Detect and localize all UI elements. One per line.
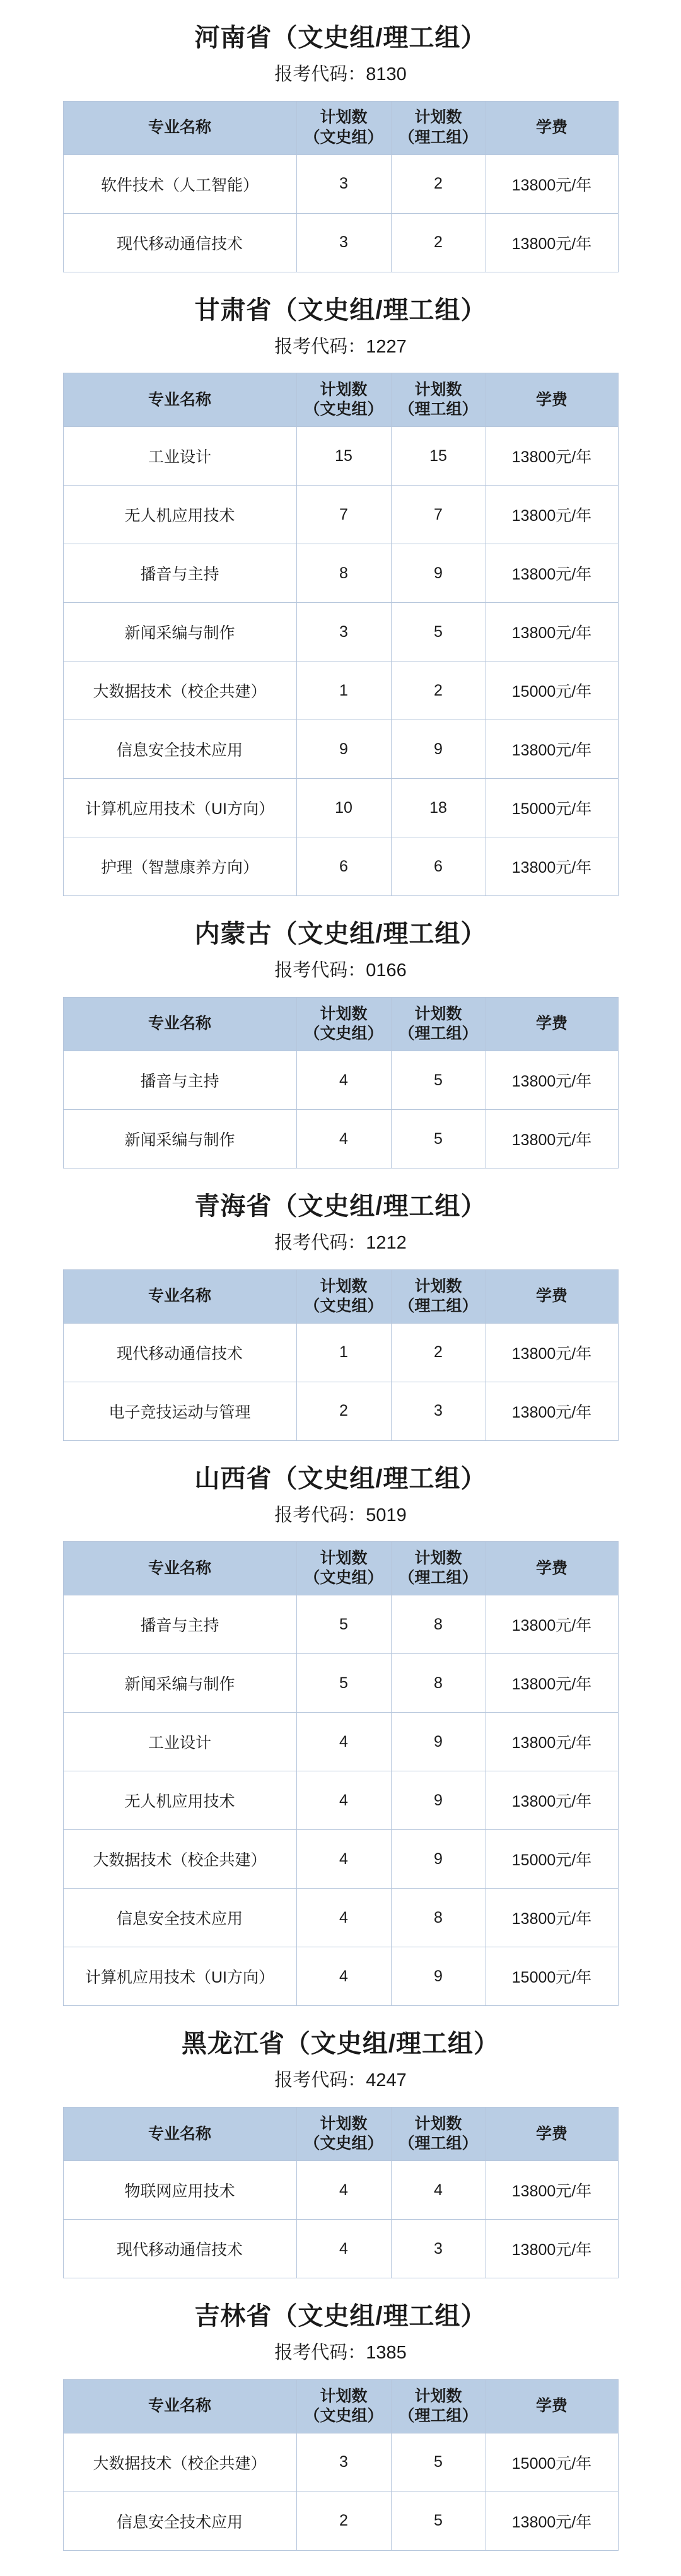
cell-major: 计算机应用技术（UI方向） (63, 1947, 296, 2006)
cell-major: 新闻采编与制作 (63, 603, 296, 661)
cell-plan-wenshi: 4 (296, 1947, 391, 2006)
table-row (63, 1382, 618, 1440)
cell-plan-wenshi: 3 (296, 154, 391, 213)
column-header-plan-wenshi-line2: （文史组） (304, 128, 383, 146)
column-header-plan-wenshi (296, 998, 391, 1051)
cell-major: 播音与主持 (63, 1051, 296, 1110)
column-header-plan-ligong (391, 1269, 486, 1323)
column-header-plan-wenshi-line1: 计划数 (320, 1549, 368, 1568)
cell-plan-ligong: 9 (391, 544, 486, 603)
column-header-plan-ligong-line1: 计划数 (414, 1277, 462, 1295)
table-header (63, 101, 618, 154)
cell-fee: 13800元/年 (486, 2161, 618, 2220)
cell-fee: 13800元/年 (486, 2220, 618, 2278)
column-header-plan-wenshi (296, 2107, 391, 2161)
table-header-row (63, 101, 618, 154)
cell-major: 大数据技术（校企共建） (63, 1830, 296, 1889)
cell-fee: 13800元/年 (486, 213, 618, 272)
column-header-plan-wenshi-line2: （文史组） (304, 400, 383, 419)
column-header-plan-ligong-line2: （理工组） (399, 128, 478, 146)
cell-plan-wenshi: 3 (296, 213, 391, 272)
table-row (63, 427, 618, 486)
cell-fee: 15000元/年 (486, 661, 618, 720)
exam-code: 报考代码：1385 (274, 2343, 407, 2363)
column-header-plan-wenshi-line2: （文史组） (304, 1569, 383, 1587)
cell-major: 工业设计 (63, 1713, 296, 1771)
cell-fee: 15000元/年 (486, 1830, 618, 1889)
column-header-plan-wenshi (296, 2379, 391, 2433)
cell-plan-ligong: 4 (391, 2161, 486, 2220)
column-header-plan-wenshi-line1: 计划数 (320, 1005, 368, 1023)
table-header (63, 2379, 618, 2433)
cell-major: 无人机应用技术 (63, 1771, 296, 1830)
cell-major: 软件技术（人工智能） (63, 154, 296, 213)
plan-table (63, 373, 619, 896)
table-body (63, 2161, 618, 2278)
cell-fee: 13800元/年 (486, 1382, 618, 1440)
cell-major: 计算机应用技术（UI方向） (63, 779, 296, 837)
cell-major: 播音与主持 (63, 544, 296, 603)
column-header-plan-wenshi-line1: 计划数 (320, 1277, 368, 1295)
column-header-fee: 学费 (486, 2107, 618, 2161)
cell-plan-ligong: 2 (391, 661, 486, 720)
cell-fee: 13800元/年 (486, 1323, 618, 1382)
cell-fee: 15000元/年 (486, 1947, 618, 2006)
province-title: 内蒙古（文史组/理工组） (194, 920, 487, 948)
plan-table (63, 101, 619, 272)
cell-plan-wenshi: 4 (296, 1110, 391, 1169)
table-header (63, 1542, 618, 1595)
table-row (63, 1771, 618, 1830)
exam-code: 报考代码：4247 (274, 2070, 407, 2091)
cell-fee: 13800元/年 (486, 1889, 618, 1947)
table-header-row (63, 1542, 618, 1595)
table-row (63, 1051, 618, 1110)
cell-plan-wenshi: 4 (296, 2161, 391, 2220)
cell-plan-ligong: 5 (391, 1110, 486, 1169)
column-header-fee: 学费 (486, 1542, 618, 1595)
cell-plan-wenshi: 7 (296, 486, 391, 544)
cell-fee: 13800元/年 (486, 837, 618, 896)
province-title: 河南省（文史组/理工组） (194, 24, 487, 52)
column-header-plan-ligong-line2: （理工组） (399, 1025, 478, 1043)
province-plan-section (0, 918, 681, 1169)
cell-plan-ligong: 5 (391, 1051, 486, 1110)
table-row (63, 1713, 618, 1771)
table-body (63, 154, 618, 272)
cell-plan-ligong: 9 (391, 1771, 486, 1830)
plan-table (63, 997, 619, 1169)
cell-major: 新闻采编与制作 (63, 1110, 296, 1169)
cell-fee: 15000元/年 (486, 2433, 618, 2491)
province-title: 吉林省（文史组/理工组） (194, 2302, 487, 2331)
cell-fee: 13800元/年 (486, 720, 618, 779)
cell-plan-ligong: 9 (391, 1713, 486, 1771)
cell-plan-ligong: 8 (391, 1889, 486, 1947)
exam-code: 报考代码：0166 (274, 960, 407, 981)
cell-plan-ligong: 15 (391, 427, 486, 486)
sections-container (0, 21, 681, 2551)
exam-code: 报考代码：5019 (274, 1505, 407, 1525)
cell-plan-wenshi: 4 (296, 1771, 391, 1830)
cell-plan-wenshi: 10 (296, 779, 391, 837)
cell-fee: 13800元/年 (486, 603, 618, 661)
plan-table (63, 2107, 619, 2278)
cell-plan-wenshi: 8 (296, 544, 391, 603)
column-header-plan-wenshi (296, 373, 391, 427)
cell-major: 无人机应用技术 (63, 486, 296, 544)
table-row (63, 2161, 618, 2220)
column-header-plan-ligong-line1: 计划数 (414, 108, 462, 127)
table-row (63, 1110, 618, 1169)
column-header-plan-ligong-line1: 计划数 (414, 381, 462, 399)
table-row (63, 720, 618, 779)
cell-plan-ligong: 3 (391, 2220, 486, 2278)
column-header-plan-wenshi (296, 1269, 391, 1323)
cell-major: 物联网应用技术 (63, 2161, 296, 2220)
province-plan-section (0, 21, 681, 272)
cell-plan-ligong: 2 (391, 213, 486, 272)
cell-major: 现代移动通信技术 (63, 2220, 296, 2278)
column-header-major: 专业名称 (63, 101, 296, 154)
column-header-plan-ligong-line2: （理工组） (399, 1297, 478, 1315)
cell-fee: 13800元/年 (486, 1771, 618, 1830)
table-row (63, 779, 618, 837)
column-header-plan-ligong-line1: 计划数 (414, 2387, 462, 2405)
column-header-plan-ligong-line2: （理工组） (399, 2406, 478, 2425)
cell-major: 大数据技术（校企共建） (63, 2433, 296, 2491)
exam-code: 报考代码：1227 (274, 336, 407, 357)
cell-plan-ligong: 5 (391, 603, 486, 661)
column-header-plan-wenshi-line2: （文史组） (304, 2406, 383, 2425)
cell-plan-wenshi: 5 (296, 1654, 391, 1713)
column-header-plan-wenshi-line1: 计划数 (320, 2387, 368, 2405)
cell-major: 现代移动通信技术 (63, 213, 296, 272)
plan-table (63, 1541, 619, 2006)
cell-plan-wenshi: 6 (296, 837, 391, 896)
cell-plan-ligong: 9 (391, 1947, 486, 2006)
cell-fee: 13800元/年 (486, 1595, 618, 1654)
table-header-row (63, 1269, 618, 1323)
cell-fee: 13800元/年 (486, 2491, 618, 2550)
table-row (63, 837, 618, 896)
column-header-plan-wenshi-line1: 计划数 (320, 108, 368, 127)
cell-plan-wenshi: 3 (296, 2433, 391, 2491)
column-header-plan-ligong-line2: （理工组） (399, 400, 478, 419)
cell-plan-wenshi: 2 (296, 1382, 391, 1440)
cell-plan-wenshi: 2 (296, 2491, 391, 2550)
cell-plan-ligong: 9 (391, 720, 486, 779)
table-header-row (63, 2107, 618, 2161)
cell-plan-wenshi: 1 (296, 1323, 391, 1382)
table-header (63, 373, 618, 427)
province-plan-section (0, 1190, 681, 1441)
table-row (63, 2220, 618, 2278)
column-header-fee: 学费 (486, 1269, 618, 1323)
table-row (63, 1654, 618, 1713)
bottom-spacer (0, 2551, 681, 2576)
cell-plan-wenshi: 5 (296, 1595, 391, 1654)
cell-plan-ligong: 5 (391, 2491, 486, 2550)
cell-plan-wenshi: 4 (296, 1830, 391, 1889)
exam-code: 报考代码：1212 (274, 1233, 407, 1254)
column-header-plan-wenshi-line2: （文史组） (304, 1025, 383, 1043)
table-header (63, 998, 618, 1051)
province-title: 山西省（文史组/理工组） (194, 1464, 487, 1493)
table-body (63, 427, 618, 896)
column-header-plan-ligong-line1: 计划数 (414, 2114, 462, 2133)
table-body (63, 2433, 618, 2550)
cell-fee: 13800元/年 (486, 154, 618, 213)
column-header-plan-ligong-line1: 计划数 (414, 1005, 462, 1023)
column-header-major: 专业名称 (63, 2379, 296, 2433)
column-header-plan-ligong (391, 101, 486, 154)
column-header-plan-wenshi-line2: （文史组） (304, 1297, 383, 1315)
column-header-plan-ligong (391, 998, 486, 1051)
cell-major: 电子竞技运动与管理 (63, 1382, 296, 1440)
plan-table (63, 2379, 619, 2551)
table-row (63, 1595, 618, 1654)
table-row (63, 1889, 618, 1947)
enrollment-plan-document (0, 21, 681, 2576)
province-title: 青海省（文史组/理工组） (194, 1192, 487, 1221)
column-header-major: 专业名称 (63, 998, 296, 1051)
cell-plan-ligong: 7 (391, 486, 486, 544)
cell-plan-wenshi: 3 (296, 603, 391, 661)
province-title: 甘肃省（文史组/理工组） (194, 296, 487, 324)
cell-plan-wenshi: 4 (296, 1889, 391, 1947)
column-header-plan-wenshi-line1: 计划数 (320, 2114, 368, 2133)
column-header-plan-ligong-line1: 计划数 (414, 1549, 462, 1568)
column-header-plan-wenshi (296, 1542, 391, 1595)
cell-plan-wenshi: 15 (296, 427, 391, 486)
table-body (63, 1323, 618, 1440)
province-plan-section (0, 294, 681, 897)
column-header-plan-wenshi-line1: 计划数 (320, 381, 368, 399)
cell-major: 工业设计 (63, 427, 296, 486)
table-row (63, 1323, 618, 1382)
cell-major: 护理（智慧康养方向） (63, 837, 296, 896)
column-header-plan-ligong (391, 2379, 486, 2433)
cell-plan-ligong: 9 (391, 1830, 486, 1889)
cell-plan-ligong: 8 (391, 1595, 486, 1654)
cell-major: 信息安全技术应用 (63, 1889, 296, 1947)
table-row (63, 661, 618, 720)
province-plan-section (0, 1462, 681, 2007)
cell-plan-ligong: 3 (391, 1382, 486, 1440)
column-header-major: 专业名称 (63, 1269, 296, 1323)
column-header-plan-ligong-line2: （理工组） (399, 1569, 478, 1587)
table-header-row (63, 2379, 618, 2433)
table-row (63, 544, 618, 603)
exam-code: 报考代码：8130 (274, 64, 407, 85)
cell-plan-ligong: 2 (391, 154, 486, 213)
cell-plan-ligong: 2 (391, 1323, 486, 1382)
table-body (63, 1595, 618, 2006)
column-header-major: 专业名称 (63, 373, 296, 427)
province-title: 黑龙江省（文史组/理工组） (181, 2030, 500, 2058)
column-header-plan-ligong (391, 1542, 486, 1595)
plan-table (63, 1269, 619, 1441)
column-header-plan-ligong (391, 373, 486, 427)
table-row (63, 603, 618, 661)
table-row (63, 1830, 618, 1889)
table-row (63, 2491, 618, 2550)
cell-major: 播音与主持 (63, 1595, 296, 1654)
cell-fee: 15000元/年 (486, 779, 618, 837)
cell-fee: 13800元/年 (486, 1110, 618, 1169)
cell-major: 信息安全技术应用 (63, 720, 296, 779)
cell-plan-ligong: 5 (391, 2433, 486, 2491)
cell-plan-wenshi: 9 (296, 720, 391, 779)
table-row (63, 154, 618, 213)
column-header-major: 专业名称 (63, 2107, 296, 2161)
cell-plan-wenshi: 1 (296, 661, 391, 720)
table-header (63, 2107, 618, 2161)
cell-plan-wenshi: 4 (296, 1051, 391, 1110)
column-header-plan-ligong (391, 2107, 486, 2161)
cell-fee: 13800元/年 (486, 544, 618, 603)
table-row (63, 486, 618, 544)
cell-fee: 13800元/年 (486, 1654, 618, 1713)
cell-plan-wenshi: 4 (296, 1713, 391, 1771)
column-header-plan-ligong-line2: （理工组） (399, 2135, 478, 2153)
cell-plan-ligong: 6 (391, 837, 486, 896)
cell-plan-ligong: 18 (391, 779, 486, 837)
column-header-fee: 学费 (486, 373, 618, 427)
province-plan-section (0, 2027, 681, 2278)
cell-major: 现代移动通信技术 (63, 1323, 296, 1382)
column-header-fee: 学费 (486, 998, 618, 1051)
table-row (63, 213, 618, 272)
cell-fee: 13800元/年 (486, 427, 618, 486)
table-header (63, 1269, 618, 1323)
cell-major: 大数据技术（校企共建） (63, 661, 296, 720)
column-header-fee: 学费 (486, 101, 618, 154)
column-header-fee: 学费 (486, 2379, 618, 2433)
table-row (63, 2433, 618, 2491)
table-body (63, 1051, 618, 1169)
column-header-plan-wenshi (296, 101, 391, 154)
table-header-row (63, 998, 618, 1051)
table-row (63, 1947, 618, 2006)
cell-plan-ligong: 8 (391, 1654, 486, 1713)
table-header-row (63, 373, 618, 427)
province-plan-section (0, 2300, 681, 2551)
cell-fee: 13800元/年 (486, 1713, 618, 1771)
cell-major: 新闻采编与制作 (63, 1654, 296, 1713)
cell-plan-wenshi: 4 (296, 2220, 391, 2278)
column-header-plan-wenshi-line2: （文史组） (304, 2135, 383, 2153)
cell-fee: 13800元/年 (486, 1051, 618, 1110)
column-header-major: 专业名称 (63, 1542, 296, 1595)
cell-fee: 13800元/年 (486, 486, 618, 544)
cell-major: 信息安全技术应用 (63, 2491, 296, 2550)
